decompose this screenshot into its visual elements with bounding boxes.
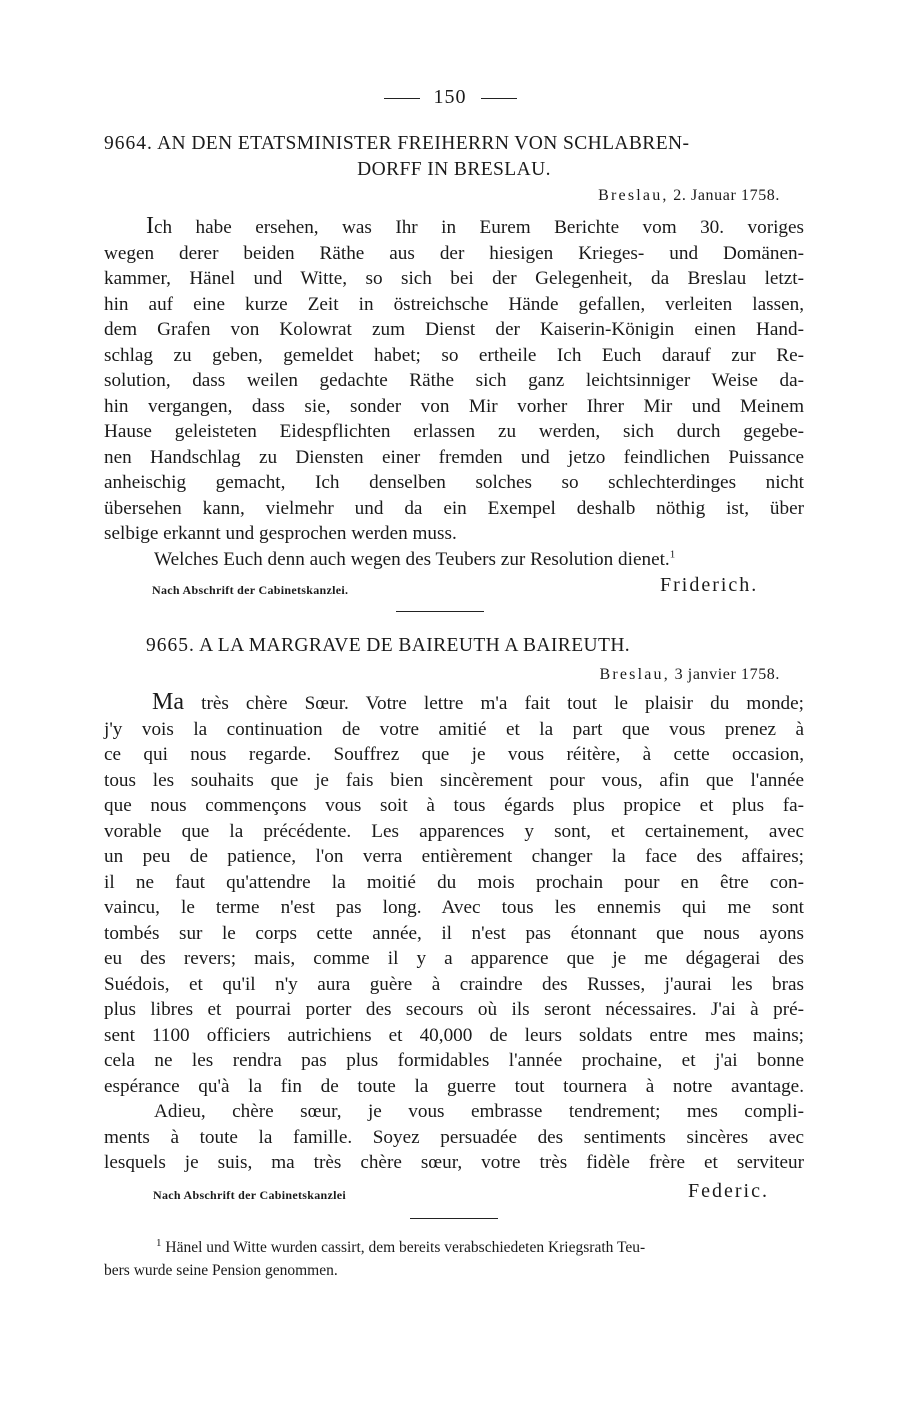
letter-9665-date-place: Breslau, xyxy=(599,666,670,683)
letter-9664-body xyxy=(104,214,804,572)
letter-9664-line-text: ch habe ersehen, was Ihr in Eurem Berichte vom 30. voriges xyxy=(154,217,804,238)
letter-9665-line xyxy=(104,690,804,717)
letter-9664-line: übersehen kann, vielmehr und da ein Exempel deshalb nöthig ist, über xyxy=(104,497,804,519)
footnote-line: bers wurde seine Pension genommen. xyxy=(104,1262,338,1279)
letter-9664-recipient-line1: AN DEN ETATSMINISTER FREIHERRN VON SCHLABREN- xyxy=(157,133,690,154)
page-number-value: 150 xyxy=(433,86,467,108)
footnote-reference[interactable]: 1 xyxy=(669,548,676,561)
footnote xyxy=(104,1236,804,1282)
letter-9665-line: Adieu, chère sœur, je vous embrasse tendrement; mes compli- xyxy=(154,1101,804,1122)
letter-9665-recipient: A LA MARGRAVE DE BAIREUTH A BAIREUTH. xyxy=(199,635,631,656)
letter-9664-line: kammer, Hänel und Witte, so sich bei der Gelegenheit, da Breslau letzt- xyxy=(104,268,804,289)
letter-9664-line: nen Handschlag zu Diensten einer fremden und jetzo feindlichen Puissance xyxy=(104,446,804,468)
letter-9664-recipient-line2: DORFF IN BRESLAU. xyxy=(357,159,551,180)
letter-9665-line: tombés sur le corps cette année, il n'est pas étonnant que nous ayons xyxy=(104,922,804,944)
letter-9665-body xyxy=(104,690,804,1176)
letter-9664-date: 2. Januar 1758. xyxy=(673,187,780,204)
letter-9665-line: espérance qu'à la fin de toute la guerre tout tournera à notre avantage. xyxy=(104,1075,804,1097)
letter-9665-line: plus libres et pourrai porter des secours où ils seront nécessaires. J'ai à pré- xyxy=(104,999,804,1020)
letter-9664-number: 9664. xyxy=(104,133,153,154)
letter-9665-heading xyxy=(146,633,796,659)
letter-9664-dateline xyxy=(104,187,780,205)
footnote-marker: 1 xyxy=(156,1236,162,1249)
page-number-dash-left xyxy=(384,98,420,99)
letter-9665-line: Suédois, et qu'il n'y aura guère à craindre des Russes, j'aurai les bras xyxy=(104,973,804,995)
letter-9665-line: il ne faut qu'attendre la moitié du mois prochain pour en être con- xyxy=(104,871,804,893)
letter-9664-line xyxy=(104,214,804,241)
letter-9665-dateline xyxy=(104,666,780,684)
letter-9665-line: vaincu, le terme n'est pas long. Avec tous les ennemis qui me sont xyxy=(104,897,804,918)
letter-9665-line: un peu de patience, l'on verra entièrement changer la face des affaires; xyxy=(104,846,804,867)
letter-9664-line: wegen derer beiden Räthe aus der hiesigen Krieges- und Domänen- xyxy=(104,242,804,264)
letter-9664-signature: Friderich. xyxy=(660,574,759,596)
letter-9664-line: anheischig gemacht, Ich denselben solches so schlechterdinges nicht xyxy=(104,472,804,493)
letter-9664-line: hin auf eine kurze Zeit in östreichsche Hände gefallen, verleiten lassen, xyxy=(104,293,804,315)
page-number-dash-right xyxy=(481,98,517,99)
letter-9665-date: 3 janvier 1758. xyxy=(674,666,780,683)
letter-9664-heading xyxy=(104,131,804,183)
section-divider xyxy=(396,611,484,612)
letter-9664-line: hin vergangen, dass sie, sonder von Mir vorher Ihrer Mir und Meinem xyxy=(104,395,804,417)
letter-9664-closing-line xyxy=(104,547,804,573)
footnote-divider xyxy=(410,1218,498,1219)
letter-9665-line-text: très chère Sœur. Votre lettre m'a fait tout le plaisir du monde; xyxy=(184,693,804,714)
footnote-text: Hänel und Witte wurden cassirt, dem bereits verabschiedeten Kriegsrath Teu- xyxy=(165,1239,646,1256)
letter-9665-line: ce qui nous regarde. Souffrez que je vous réitère, à cette occasion, xyxy=(104,744,804,765)
footnote-line xyxy=(104,1236,804,1259)
letter-9665-line: ments à toute la famille. Soyez persuadée des sentiments sincères avec xyxy=(104,1126,804,1148)
letter-9664-line: schlag zu geben, gemeldet habet; so ertheile Ich Euch darauf zur Re- xyxy=(104,344,804,366)
letter-9665-line: cela ne les rendra pas plus formidables l'année prochaine, et j'ai bonne xyxy=(104,1050,804,1071)
letter-9665-initial: Ma xyxy=(152,689,184,715)
letter-9664-line: dem Grafen von Kolowrat zum Dienst der Kaiserin-Königin einen Hand- xyxy=(104,319,804,340)
letter-9664-line: solution, dass weilen gedachte Räthe sich ganz leichtsinniger Weise da- xyxy=(104,370,804,391)
letter-9665-line: sent 1100 officiers autrichiens et 40,000 de leurs soldats entre mes mains; xyxy=(104,1024,804,1046)
letter-9665-line: eu des revers; mais, comme il y a apparence que je me dégagerai des xyxy=(104,948,804,969)
letter-9664-date-place: Breslau, xyxy=(598,187,669,204)
letter-9664-source: Nach Abschrift der Cabinetskanzlei. xyxy=(152,583,349,597)
letter-9665-line: j'y vois la continuation de votre amitié et la part que vous prenez à xyxy=(104,718,804,740)
letter-9665-source: Nach Abschrift der Cabinetskanzlei xyxy=(153,1188,346,1202)
page-number xyxy=(0,86,900,109)
letter-9664-line: Hause geleisteten Eidespflichten erlassen zu werden, sich durch gegebe- xyxy=(104,421,804,442)
letter-9664-closing-text: Welches Euch denn auch wegen des Teubers zur Resolution dienet. xyxy=(154,548,670,570)
letter-9665-line: tous les souhaits que je fais bien sincèrement pour vous, afin que l'année xyxy=(104,769,804,791)
letter-9664-line: selbige erkannt und gesprochen werden muss. xyxy=(104,523,457,544)
letter-9665-line: vorable que la précédente. Les apparences y sont, et certainement, avec xyxy=(104,820,804,842)
letter-9664-heading-line1 xyxy=(104,131,804,157)
letter-9664-initial: I xyxy=(146,213,154,239)
letter-9665-line: lesquels je suis, ma très chère sœur, votre très fidèle frère et serviteur xyxy=(104,1152,804,1173)
letter-9665-number: 9665. xyxy=(146,635,195,656)
letter-9665-signature: Federic. xyxy=(688,1180,769,1202)
letter-9665-line: que nous commençons vous soit à tous égards plus propice et plus fa- xyxy=(104,795,804,816)
